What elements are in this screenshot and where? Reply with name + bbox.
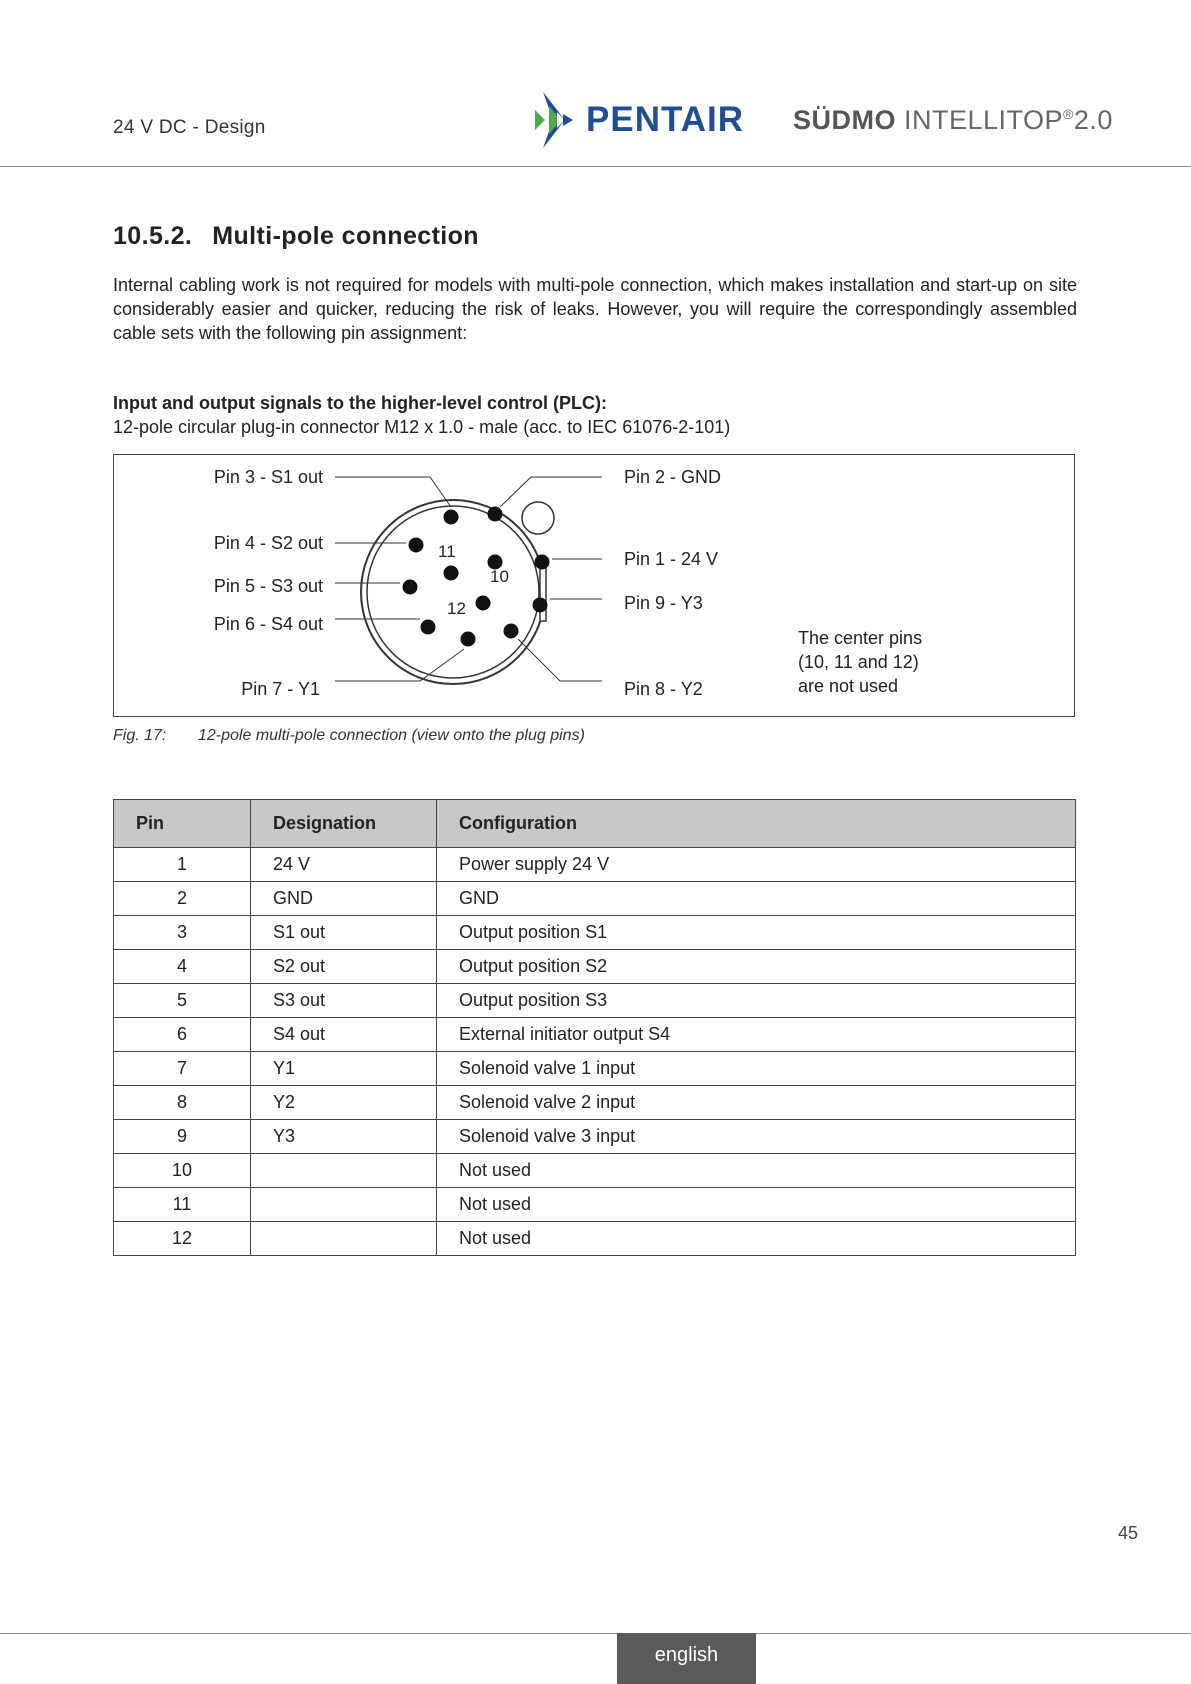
product-model: INTELLITOP: [904, 105, 1064, 135]
cell-pin: 4: [114, 950, 251, 984]
connector-inner-ring: [367, 506, 539, 678]
pin-8-dot: [504, 624, 519, 639]
section-heading: [113, 222, 479, 251]
cell-pin: 9: [114, 1120, 251, 1154]
pin-assignment-table: [113, 799, 1076, 1256]
cell-configuration: External initiator output S4: [437, 1018, 1076, 1052]
figure-number: Fig. 17:: [113, 727, 167, 744]
cell-designation: Y2: [251, 1086, 437, 1120]
header-section-title: 24 V DC - Design: [113, 117, 266, 138]
pin-2-dot: [488, 507, 503, 522]
pin-diagram-figure: [113, 454, 1075, 717]
cell-designation: Y3: [251, 1120, 437, 1154]
subheading: Input and output signals to the higher-level control (PLC):: [113, 393, 607, 413]
intro-paragraph: Internal cabling work is not required for models with multi-pole connection, which makes installation and start-up on site considerably easier and quicker, reducing the risk of leaks. However, you will require the correspondingly assembled cable sets with the following pin assignment:: [113, 275, 1077, 343]
cell-pin: 8: [114, 1086, 251, 1120]
cell-pin: 12: [114, 1222, 251, 1256]
header-pin: Pin: [114, 800, 251, 848]
table-row: [114, 1222, 1076, 1256]
product-version: 2.0: [1073, 105, 1113, 135]
cell-designation: S2 out: [251, 950, 437, 984]
pin-3-dot: [444, 510, 459, 525]
cell-pin: 10: [114, 1154, 251, 1188]
cell-configuration: Not used: [437, 1188, 1076, 1222]
table-header-row: [114, 800, 1076, 848]
cell-designation: [251, 1188, 437, 1222]
cell-configuration: Output position S1: [437, 916, 1076, 950]
center-label-11: 11: [438, 542, 456, 561]
pin-11-dot: [444, 566, 459, 581]
center-label-12: 12: [447, 599, 466, 618]
registered-mark: ®: [1063, 106, 1074, 122]
cell-designation: 24 V: [251, 848, 437, 882]
coding-key: [522, 502, 554, 534]
note-line-1: The center pins: [798, 628, 923, 648]
header-configuration: Configuration: [437, 800, 1076, 848]
cell-designation: S1 out: [251, 916, 437, 950]
table-row: [114, 950, 1076, 984]
cell-designation: GND: [251, 882, 437, 916]
page-number: 45: [1118, 1523, 1139, 1543]
label-pin-9: Pin 9 - Y3: [624, 593, 703, 613]
table-row: [114, 984, 1076, 1018]
table-row: [114, 1052, 1076, 1086]
table-row: [114, 1154, 1076, 1188]
note-line-3: are not used: [798, 676, 899, 696]
pin-5-dot: [403, 580, 418, 595]
pentair-logo-text: PENTAIR: [586, 100, 745, 139]
cell-configuration: Power supply 24 V: [437, 848, 1076, 882]
cell-pin: 6: [114, 1018, 251, 1052]
footer-divider: [0, 1633, 1191, 1634]
pin-9-dot: [533, 598, 548, 613]
pin-12-dot: [476, 596, 491, 611]
note-line-2: (10, 11 and 12): [798, 652, 919, 672]
label-pin-6: Pin 6 - S4 out: [213, 614, 323, 634]
pentair-logo-icon: [535, 92, 581, 153]
label-pin-2: Pin 2 - GND: [624, 467, 722, 487]
table-row: [114, 1018, 1076, 1052]
figure-caption: [113, 727, 585, 745]
cell-designation: S3 out: [251, 984, 437, 1018]
table-row: [114, 1086, 1076, 1120]
cell-configuration: Solenoid valve 3 input: [437, 1120, 1076, 1154]
pin-7-dot: [461, 632, 476, 647]
pin-1-dot: [535, 555, 550, 570]
cell-configuration: GND: [437, 882, 1076, 916]
product-name: [793, 105, 1113, 136]
cell-configuration: Output position S3: [437, 984, 1076, 1018]
cell-pin: 3: [114, 916, 251, 950]
cell-pin: 2: [114, 882, 251, 916]
cell-designation: S4 out: [251, 1018, 437, 1052]
cell-pin: 11: [114, 1188, 251, 1222]
label-pin-8: Pin 8 - Y2: [624, 679, 703, 699]
cell-pin: 7: [114, 1052, 251, 1086]
pin-6-dot: [421, 620, 436, 635]
cell-designation: Y1: [251, 1052, 437, 1086]
table-row: [114, 1120, 1076, 1154]
cell-designation: [251, 1154, 437, 1188]
cell-configuration: Solenoid valve 1 input: [437, 1052, 1076, 1086]
label-pin-3: Pin 3 - S1 out: [213, 467, 323, 487]
label-pin-5: Pin 5 - S3 out: [213, 576, 323, 596]
header-divider: [0, 166, 1191, 167]
cell-pin: 5: [114, 984, 251, 1018]
section-title: Multi-pole connection: [212, 222, 479, 250]
center-label-10: 10: [490, 567, 509, 586]
cell-configuration: Solenoid valve 2 input: [437, 1086, 1076, 1120]
pin-4-dot: [409, 538, 424, 553]
table-row: [114, 1188, 1076, 1222]
label-pin-4: Pin 4 - S2 out: [213, 533, 323, 553]
cell-configuration: Output position S2: [437, 950, 1076, 984]
product-brand: SÜDMO: [793, 105, 896, 135]
label-pin-7: Pin 7 - Y1: [241, 679, 320, 699]
connector-description: 12-pole circular plug-in connector M12 x 1.0 - male (acc. to IEC 61076-2-101): [113, 417, 731, 437]
figure-caption-text: 12-pole multi-pole connection (view onto the plug pins): [198, 727, 585, 744]
table-row: [114, 882, 1076, 916]
table-row: [114, 916, 1076, 950]
cell-configuration: Not used: [437, 1154, 1076, 1188]
language-tab: english: [617, 1633, 756, 1684]
cell-pin: 1: [114, 848, 251, 882]
cell-designation: [251, 1222, 437, 1256]
section-number: 10.5.2.: [113, 222, 193, 250]
table-row: [114, 848, 1076, 882]
header-designation: Designation: [251, 800, 437, 848]
label-pin-1: Pin 1 - 24 V: [624, 549, 719, 569]
cell-configuration: Not used: [437, 1222, 1076, 1256]
